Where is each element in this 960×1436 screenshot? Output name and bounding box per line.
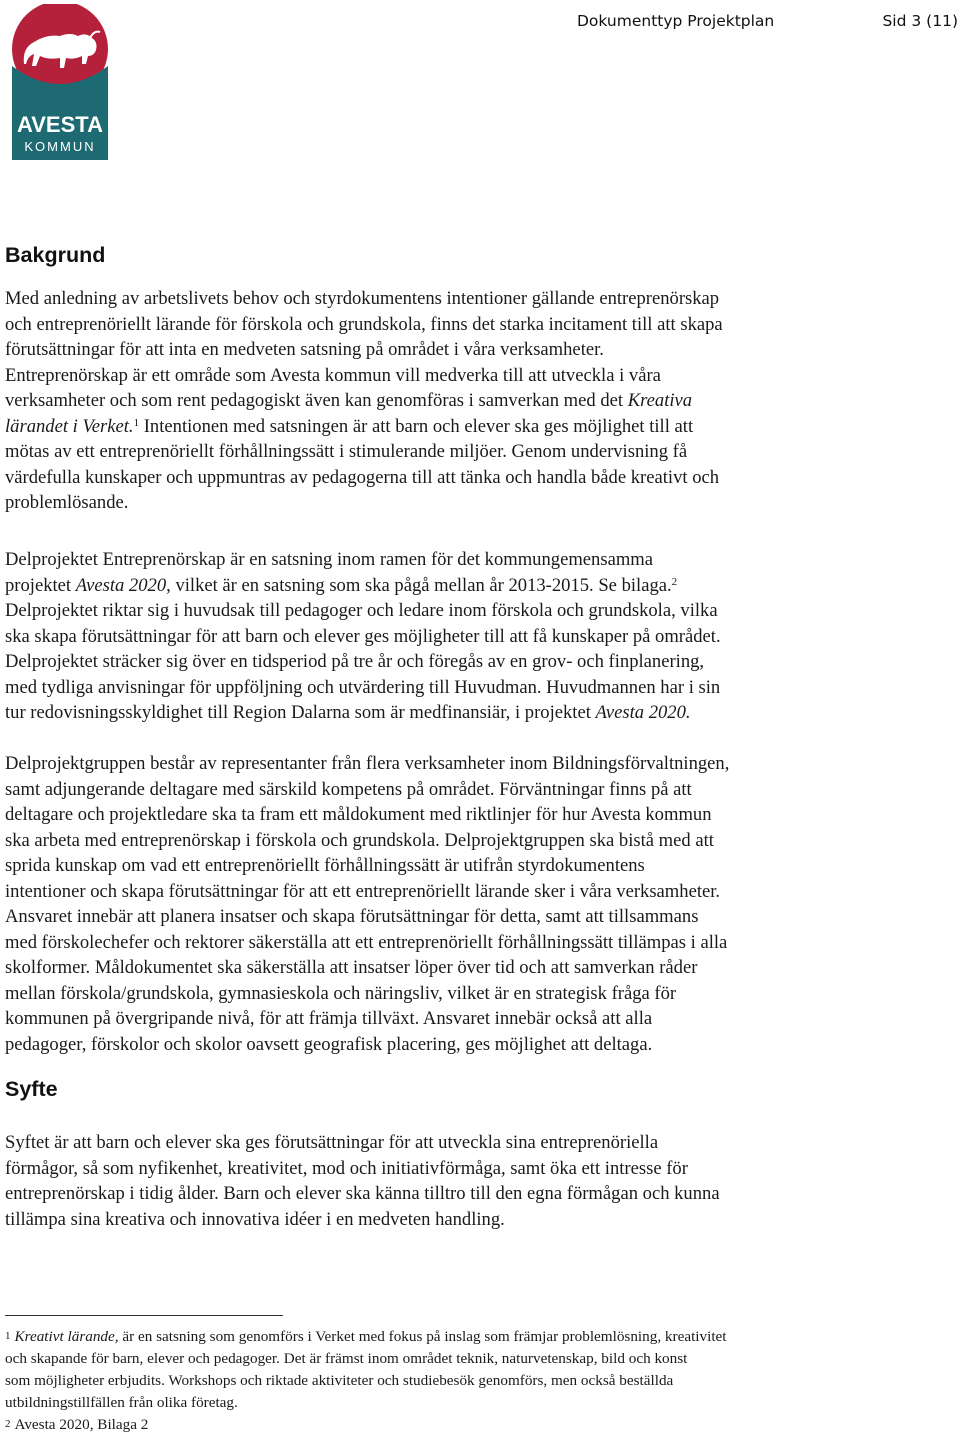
text-line: kommunen på övergripande nivå, för att främja tillväxt. Ansvaret innebär också att alla [5,1008,653,1029]
page-number: Sid 3 (11) [882,12,958,30]
paragraph-bakgrund-2 [5,547,905,726]
text-line: som möjligheter erbjudits. Workshops och riktade aktiviteter och studiebesök genomförs, men också beställda [5,1372,674,1389]
text-line: Ansvaret innebär att planera insatser och skapa förutsättningar för detta, samt att tillsammans [5,906,699,927]
paragraph-bakgrund-3 [5,751,905,1057]
footnote-1 [5,1325,905,1414]
text-line: Syftet är att barn och elever ska ges förutsättningar för att utveckla sina entreprenöriella [5,1132,659,1153]
text-line: mötas av ett entreprenöriellt förhållningssätt i stimulerande miljöer. Genom undervisning få [5,441,688,462]
footnote-2 [5,1413,905,1436]
text-line: ska arbeta med entreprenörskap i förskola och grundskola. Delprojektgruppen ska bistå med att [5,829,714,851]
section-title-bakgrund: Bakgrund [5,243,106,267]
text-line: problemlösande. [5,492,129,513]
footnote-mark: 1 [5,1330,11,1342]
footnote-divider [5,1315,283,1316]
logo-wordmark: AVESTA [17,112,103,137]
text-line: och skapande för barn, elever och pedagoger. Det är främst inom området teknik, naturvetenskap, bild och konst [5,1350,688,1367]
italic-term: Avesta 2020, [75,574,171,596]
text-line: Delprojektet Entreprenörskap är en satsning inom ramen för det kommungemensamma [5,549,654,570]
text-line: förmågor, så som nyfikenhet, kreativitet, mod och initiativförmåga, samt öka ett intresse för [5,1157,688,1179]
text-line: Delprojektgruppen består av representanter från flera verksamheter inom Bildningsförvaltningen, [5,753,730,774]
text-line: förutsättningar för att inta en medveten satsning på området i våra verksamheter. [5,339,604,360]
text-line: mellan förskola/grundskola, gymnasieskola och näringsliv, vilket är en strategisk fråga för [5,982,677,1004]
text-line: med tydliga anvisningar för uppföljning och utvärdering till Huvudman. Huvudmannen har i sin [5,676,721,698]
text-line: utbildningstillfällen från olika företag. [5,1394,238,1411]
text-line: Delprojektet sträcker sig över en tidsperiod på tre år och föregås av en grov- och finplanering, [5,651,705,672]
text-line: intentioner och skapa förutsättningar för att ett entreprenöriellt lärande sker i våra verksamheter. [5,880,721,902]
italic-term: Kreativt lärande, [14,1328,119,1345]
text-line: tur redovisningsskyldighet till Region Dalarna som är medfinansiär, i projektet Avesta 2020. [5,702,691,723]
text-line: sprida kunskap om vad ett entreprenöriellt förhållningssätt är utifrån styrdokumentens [5,855,645,876]
paragraph-bakgrund-1 [5,286,905,516]
text-line: ska skapa förutsättningar för att barn och elever ges möjligheter till att få kunskaper på området. [5,625,721,647]
section-title-syfte: Syfte [5,1077,58,1101]
page-header [560,12,960,34]
avesta-kommun-logo [4,4,116,160]
text-line: projektet Avesta 2020, vilket är en satsning som ska pågå mellan år 2013-2015. Se bilaga.$^2$ [5,574,678,596]
text-line: Med anledning av arbetslivets behov och styrdokumentens intentioner gällande entreprenörskap [5,288,720,309]
paragraph-syfte [5,1130,905,1232]
text-line: pedagoger, förskolor och skolor oavsett geografisk placering, ges möjlighet att deltaga. [5,1033,653,1055]
document-type: Dokumenttyp Projektplan [577,12,775,30]
text-line: 2 Avesta 2020, Bilaga 2 [5,1416,149,1433]
text-line: och entreprenöriellt lärande för förskola och grundskola, finns det starka incitament till att skapa [5,313,723,335]
text-line: samt adjungerande deltagare med särskild kompetens på området. Förväntningar finns på att [5,778,692,800]
text-line: deltagare och projektledare ska ta fram ett måldokument med riktlinjer för hur Avesta kommun [5,804,712,825]
footnote-ref[interactable]: 2 [671,575,678,588]
text-line: värdefulla kunskaper och uppmuntras av pedagogerna till att tänka och handla både kreativt och [5,466,720,488]
text-line: entreprenörskap i tidig ålder. Barn och elever ska känna tilltro till den egna förmågan och kunna [5,1183,720,1204]
italic-term: Kreativa [627,390,693,411]
text-line: verksamheter och som rent pedagogiskt även kan genomföras i samverkan med det Kreativa [5,390,693,411]
italic-term: lärandet i Verket. [5,415,134,437]
italic-term: Avesta 2020. [595,702,691,723]
footnote-mark: 2 [5,1418,11,1430]
text-line: Delprojektet riktar sig i huvudsak till pedagoger och ledare inom förskola och grundskola, vilka [5,600,718,621]
text-line: med förskolechefer och rektorer säkerställa att ett entreprenöriellt förhållningssätt tillämpas i alla [5,931,728,953]
text-line: Entreprenörskap är ett område som Avesta kommun vill medverka till att utveckla i våra [5,364,661,386]
text-line: skolformer. Måldokumentet ska säkerställa att insatser löper över tid och att samverkan råder [5,957,698,978]
text-line: lärandet i Verket.$^1$ Intentionen med satsningen är att barn och elever ska ges möjlighet till att [5,415,694,437]
footnote-ref[interactable]: 1 [133,416,140,429]
text-line: 1 Kreativt lärande, är en satsning som genomförs i Verket med fokus på inslag som främjar problemlösning, kreativitet [5,1328,727,1345]
text-line: tillämpa sina kreativa och innovativa idéer i en medveten handling. [5,1208,505,1230]
logo-subword: KOMMUN [24,139,96,154]
